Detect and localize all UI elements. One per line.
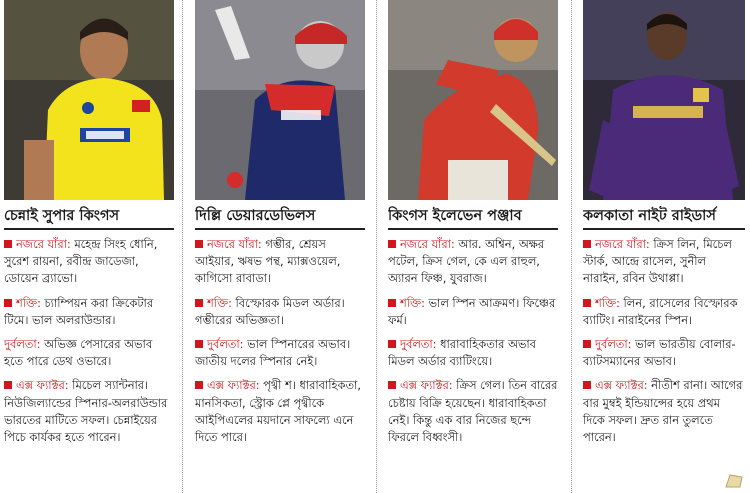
section-text: নীতীশ রানা। আগের বার মুম্বই ইন্ডিয়ান্সের হয়ে প্রথম দিকে সফল। দ্রুত রান তুলতে পারেন।	[583, 378, 743, 445]
bullet-icon	[388, 240, 396, 248]
section-text: পৃথ্বী শ। ধারাবাহিকতা, মানসিকতা, স্ট্রোক প্লে পৃথ্বীকে আইপিএলের ময়দানে সাফল্যে এনে দিতে পারে।	[195, 378, 361, 445]
section-text: মহেন্দ্র সিংহ ধোনি, সুরেশ রায়না, রবীন্দ্র জাডেজা, ডোয়েন ব্র্যাভো।	[4, 237, 158, 286]
section-weakness	[583, 336, 745, 370]
section-label: শক্তি:	[595, 295, 620, 310]
bullet-icon	[388, 299, 396, 307]
section-label: শক্তি:	[207, 295, 232, 310]
section-players-to-watch	[4, 236, 174, 288]
team-title: চেন্নাই সুপার কিংগস	[4, 208, 120, 224]
team-column-csk	[4, 0, 174, 493]
section-label: দুর্বলতা:	[4, 337, 41, 352]
player-photo-kxip	[388, 0, 558, 200]
section-x-factor	[388, 377, 558, 446]
player-image-icon	[388, 0, 558, 200]
bullet-icon	[583, 381, 591, 389]
bullet-icon	[195, 240, 203, 248]
bullet-icon	[583, 340, 591, 348]
section-weakness	[4, 336, 174, 370]
section-players-to-watch	[195, 236, 365, 288]
section-text: গম্ভীর, শ্রেয়স আইয়ার, ঋষভ পন্থ, ম্যাক্সওয়েল, কাগিসো রাবাডা।	[195, 237, 341, 286]
section-label: এক্স ফ্যাক্টর:	[595, 378, 648, 393]
title-rule	[388, 228, 558, 230]
section-label: এক্স ফ্যাক্টর:	[207, 378, 260, 393]
section-text: চ্যাম্পিয়ন করা ক্রিকেটার টিমে। ভাল অলরাউন্ডার।	[4, 295, 154, 327]
player-photo-dd	[195, 0, 365, 200]
section-strength	[583, 295, 745, 329]
section-weakness	[195, 336, 365, 370]
title-rule	[4, 228, 174, 230]
section-text: ভাল ভারতীয় বোলার-ব্যাটসম্যানের অভাব।	[583, 337, 736, 369]
section-label: শক্তি:	[16, 295, 41, 310]
section-players-to-watch	[583, 236, 745, 288]
section-label: শক্তি:	[400, 295, 425, 310]
player-image-icon	[4, 0, 174, 200]
bullet-icon	[388, 340, 396, 348]
section-text: আর. অশ্বিন, অক্ষর পটেল, ক্রিস গেল, কে এল রাহুল, অ্যারন ফিঞ্চ, যুবরাজ।	[388, 237, 545, 286]
bullet-icon	[4, 240, 12, 248]
player-photo-kkr	[583, 0, 745, 200]
team-column-kkr	[583, 0, 745, 493]
bullet-icon	[4, 381, 12, 389]
bullet-icon	[195, 299, 203, 307]
section-text: মিচেল স্যান্টনার। নিউজিল্যান্ডের স্পিনার-অলরাউন্ডার ভারতের মাটিতে সফল। চেন্নাইয়ের পিচে কার্যকর হতে পারেন।	[4, 378, 168, 445]
section-x-factor	[583, 377, 745, 446]
bullet-icon	[4, 299, 12, 307]
section-text: অভিজ্ঞ পেসারের অভাব হতে পারে ডেথ ওভারে।	[4, 337, 153, 369]
section-strength	[195, 295, 365, 329]
player-photo-csk	[4, 0, 174, 200]
team-title: দিল্লি ডেয়ারডেভিলস	[195, 208, 316, 224]
section-strength	[388, 295, 558, 329]
bullet-icon	[388, 381, 396, 389]
section-label: এক্স ফ্যাক্টর:	[400, 378, 453, 393]
section-text: বিস্ফোরক মিডল অর্ডার। গম্ভীরের অভিজ্ঞতা।	[195, 295, 345, 327]
section-label: দুর্বলতা:	[400, 337, 437, 352]
section-x-factor	[4, 377, 174, 446]
column-divider	[182, 0, 184, 493]
section-players-to-watch	[388, 236, 558, 288]
title-rule	[583, 228, 745, 230]
title-rule	[195, 228, 365, 230]
section-text: ভাল স্পিনারের অভাব। জাতীয় দলের স্পিনার নেই।	[195, 337, 351, 369]
section-label: দুর্বলতা:	[207, 337, 244, 352]
bullet-icon	[195, 381, 203, 389]
team-column-kxip	[388, 0, 558, 493]
section-label: নজরে যাঁরা:	[400, 237, 455, 251]
team-column-dd	[195, 0, 365, 493]
section-weakness	[388, 336, 558, 370]
section-text: ক্রিস লিন, মিচেল স্টার্ক, আন্দ্রে রাসেল, সুনীল নারাইন, রবিন উথাপ্পা।	[583, 237, 732, 286]
section-label: নজরে যাঁরা:	[595, 237, 650, 251]
section-label: এক্স ফ্যাক্টর:	[16, 378, 69, 393]
section-text: লিন, রাসেলের বিস্ফোরক ব্যাটিং। নারাইনের স্পিন।	[583, 295, 738, 327]
section-text: ভাল স্পিন আক্রমণ। ফিঞ্চের ফর্ম।	[388, 295, 556, 327]
player-image-icon	[583, 0, 745, 200]
bullet-icon	[583, 299, 591, 307]
section-x-factor	[195, 377, 365, 446]
section-text: ধারাবাহিকতার অভাব মিডল অর্ডার ব্যাটিংয়ে।	[388, 337, 536, 369]
section-label: দুর্বলতা:	[595, 337, 632, 352]
bullet-icon	[195, 340, 203, 348]
team-title: কলকাতা নাইট রাইডার্স	[583, 208, 716, 224]
player-image-icon	[195, 0, 365, 200]
section-label: নজরে যাঁরা:	[16, 237, 71, 251]
team-title: কিংগস ইলেভেন পঞ্জাব	[388, 208, 522, 224]
section-strength	[4, 295, 174, 329]
section-text: ক্রিস গেল। তিন বারের চেষ্টায় বিক্রি হয়েছেন। ধারাবাহিকতা নেই। কিন্তু এক বার নিজের ছন্দে ফিরলে বিধ্বংসী।	[388, 378, 558, 445]
section-label: নজরে যাঁরা:	[207, 237, 262, 251]
column-divider	[571, 0, 573, 493]
bullet-icon	[583, 240, 591, 248]
column-divider	[376, 0, 378, 493]
publisher-mark-icon	[724, 473, 744, 489]
